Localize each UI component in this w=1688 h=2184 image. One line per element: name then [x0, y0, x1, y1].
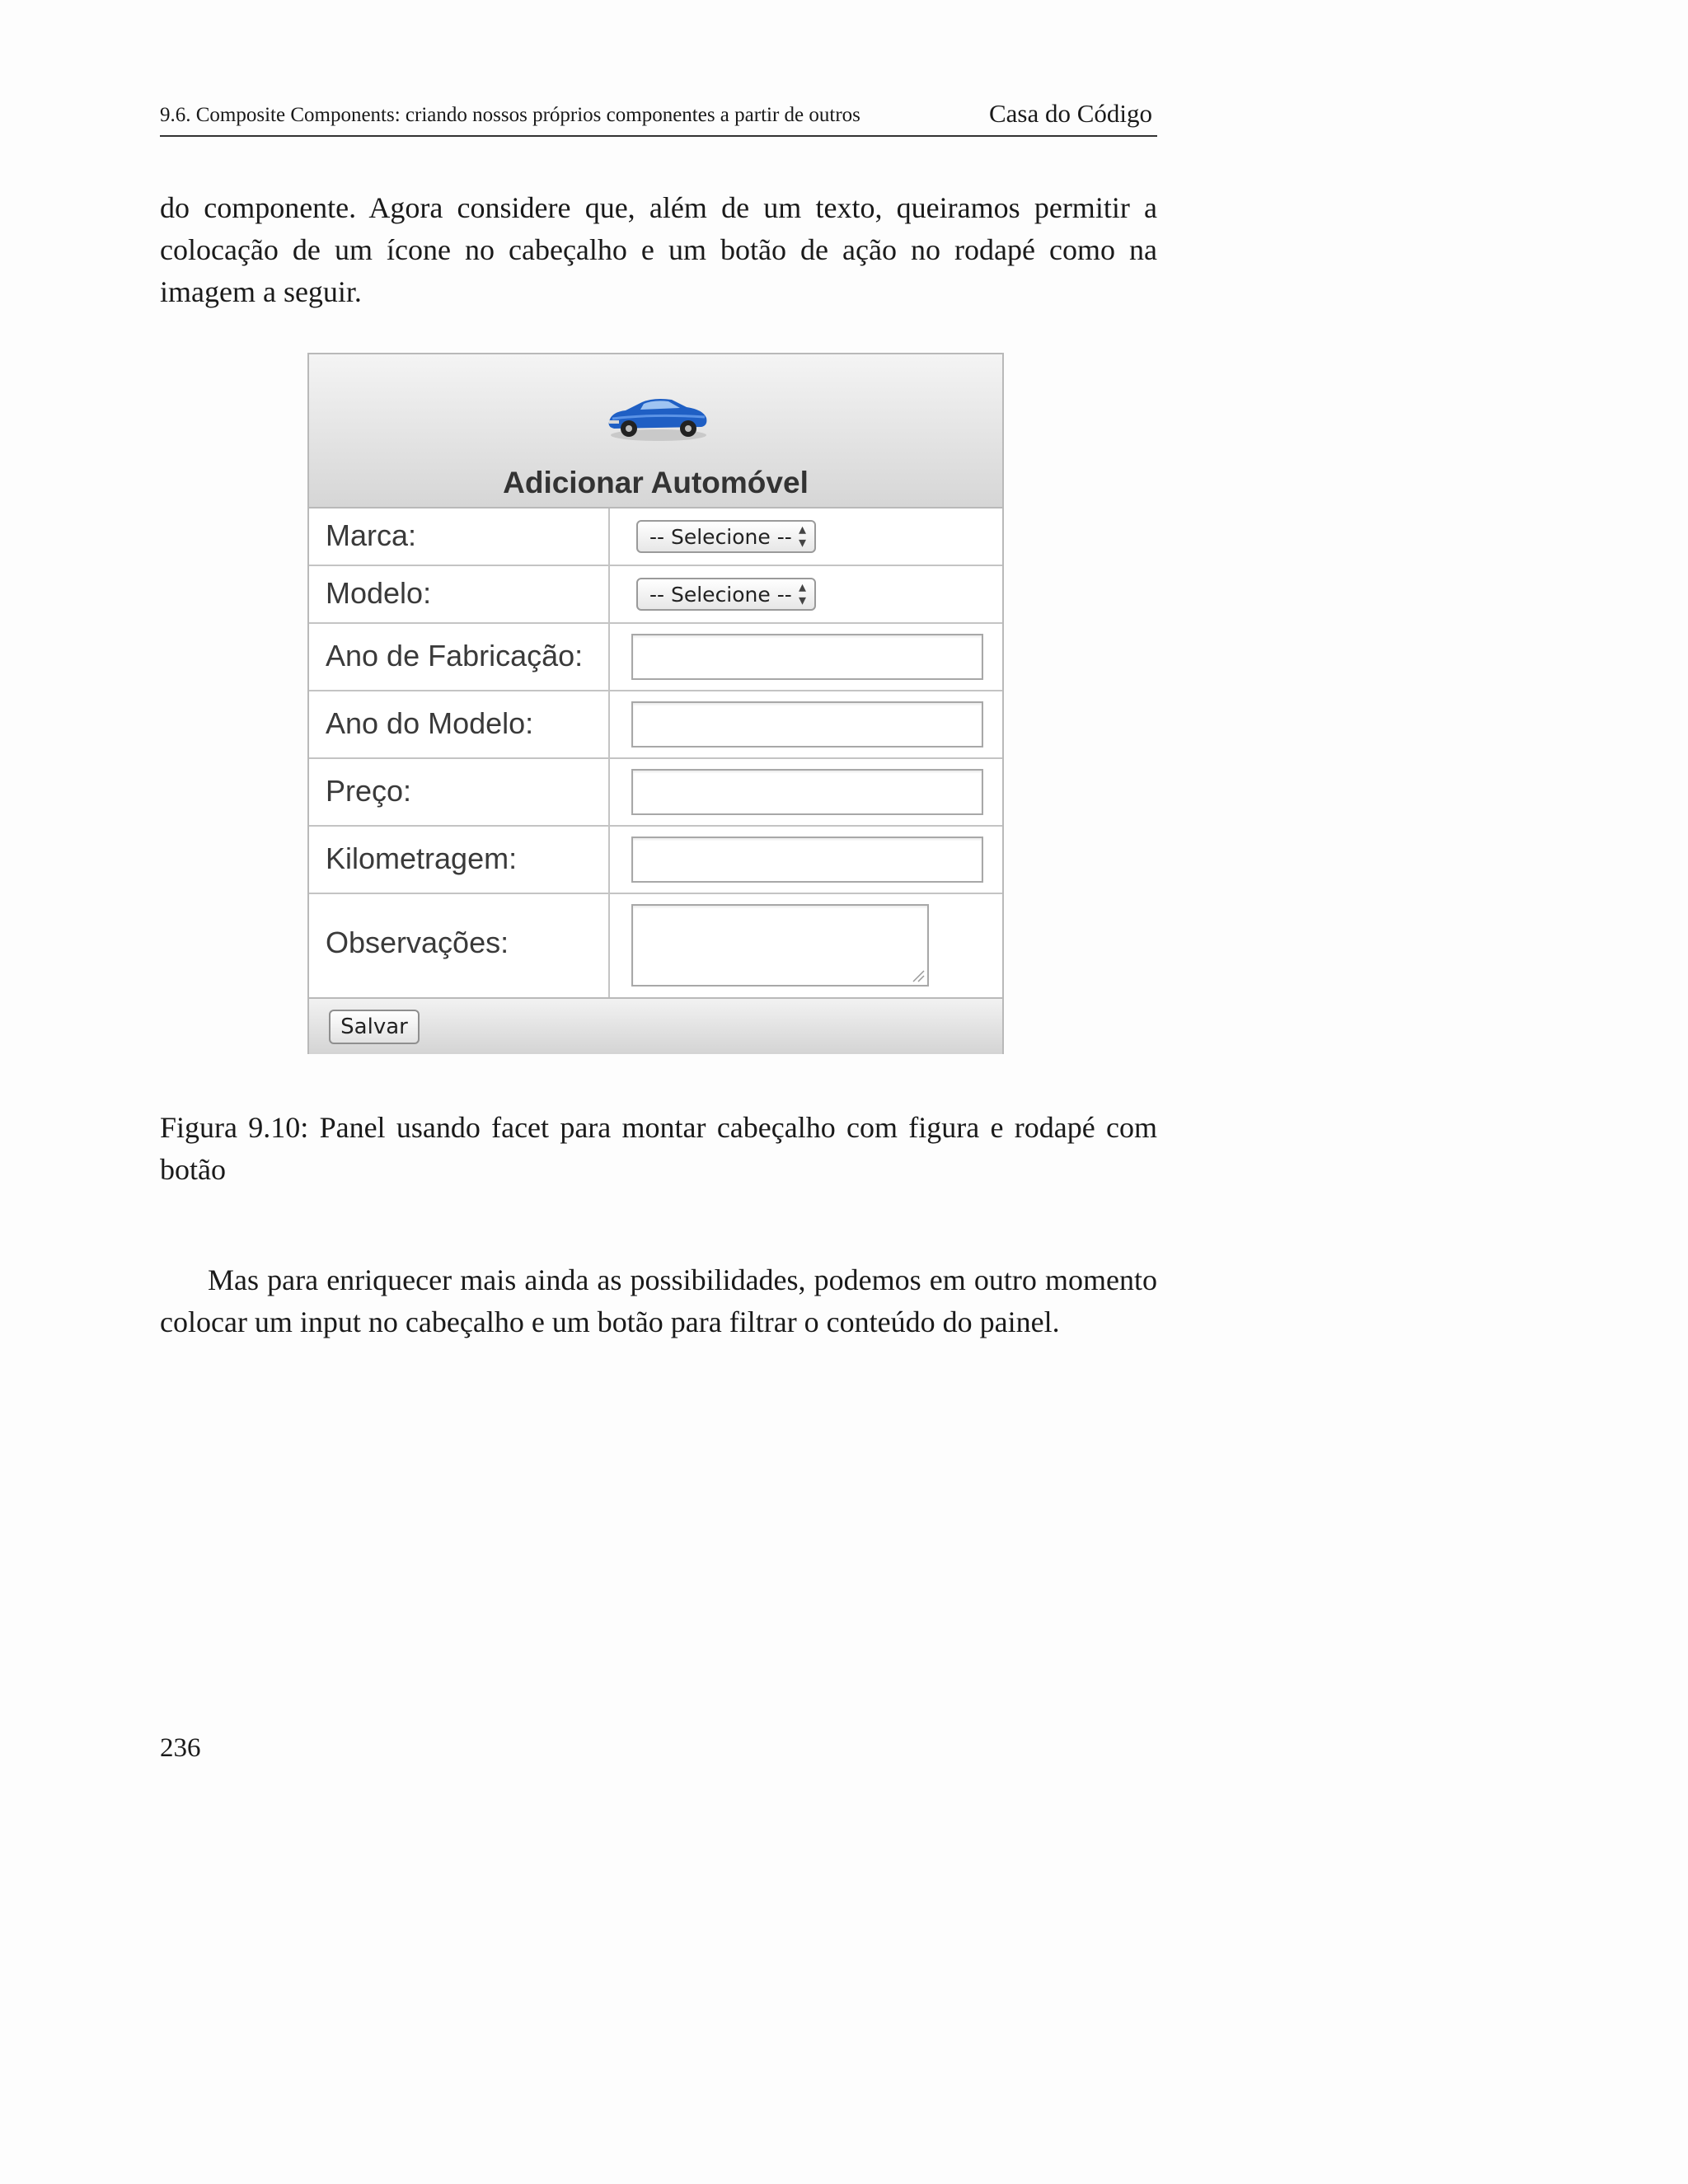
- label-cell: [309, 624, 610, 690]
- kilometragem-label: Kilometragem:: [326, 841, 518, 875]
- modelo-select-value: -- Selecione --: [649, 583, 792, 607]
- form-row-marca: [309, 509, 1002, 566]
- panel-header: [309, 354, 1002, 509]
- preco-label: Preço:: [326, 774, 412, 808]
- form-row-ano-modelo: [309, 691, 1002, 759]
- label-cell: [309, 691, 610, 757]
- form-row-kilometragem: [309, 827, 1002, 894]
- marca-select-value: -- Selecione --: [649, 525, 792, 549]
- marca-select[interactable]: [636, 520, 816, 553]
- intro-paragraph: do componente. Agora considere que, além de um texto, queiramos permitir a colocação de um ícone no cabeçalho e um botão de ação no rodapé como na imagem a seguir.: [160, 191, 1157, 308]
- preco-input[interactable]: [631, 769, 983, 815]
- observacoes-label: Observações:: [326, 926, 509, 959]
- automovel-panel-figure: [307, 353, 1004, 1054]
- resize-grip-icon[interactable]: [912, 969, 925, 982]
- modelo-select[interactable]: [636, 578, 816, 611]
- select-arrows-icon: ▴ ▾: [798, 521, 806, 551]
- form-row-observacoes: [309, 894, 1002, 997]
- form-row-ano-fabricacao: [309, 624, 1002, 691]
- panel-footer: [309, 997, 1002, 1054]
- ano-fabricacao-label: Ano de Fabricação:: [326, 639, 584, 673]
- label-cell: [309, 894, 610, 997]
- ano-modelo-input[interactable]: [631, 701, 983, 748]
- panel-title: Adicionar Automóvel: [503, 466, 809, 499]
- select-arrows-icon: ▴ ▾: [798, 579, 806, 608]
- running-header: [160, 99, 1157, 137]
- kilometragem-input[interactable]: [631, 837, 983, 883]
- figure-caption: Figura 9.10: Panel usando facet para montar cabeçalho com figura e rodapé com botão: [160, 1111, 1157, 1186]
- running-header-section: 9.6. Composite Components: criando nossos próprios componentes a partir de outros: [160, 104, 860, 126]
- page-number: 236: [160, 1733, 201, 1763]
- form-row-preco: [309, 759, 1002, 827]
- label-cell: [309, 509, 610, 565]
- label-cell: [309, 759, 610, 825]
- form-row-modelo: [309, 566, 1002, 624]
- closing-paragraph: Mas para enriquecer mais ainda as possibilidades, podemos em outro momento colocar um input no cabeçalho e um botão para filtrar o conteúdo do painel.: [160, 1263, 1157, 1338]
- observacoes-textarea[interactable]: [631, 904, 929, 987]
- ano-modelo-label: Ano do Modelo:: [326, 706, 534, 740]
- marca-label: Marca:: [326, 518, 417, 552]
- car-icon: [604, 387, 711, 445]
- running-header-publisher: Casa do Código: [988, 99, 1152, 128]
- label-cell: [309, 566, 610, 622]
- ano-fabricacao-input[interactable]: [631, 634, 983, 680]
- label-cell: [309, 827, 610, 893]
- save-button[interactable]: Salvar: [329, 1010, 420, 1044]
- modelo-label: Modelo:: [326, 576, 432, 610]
